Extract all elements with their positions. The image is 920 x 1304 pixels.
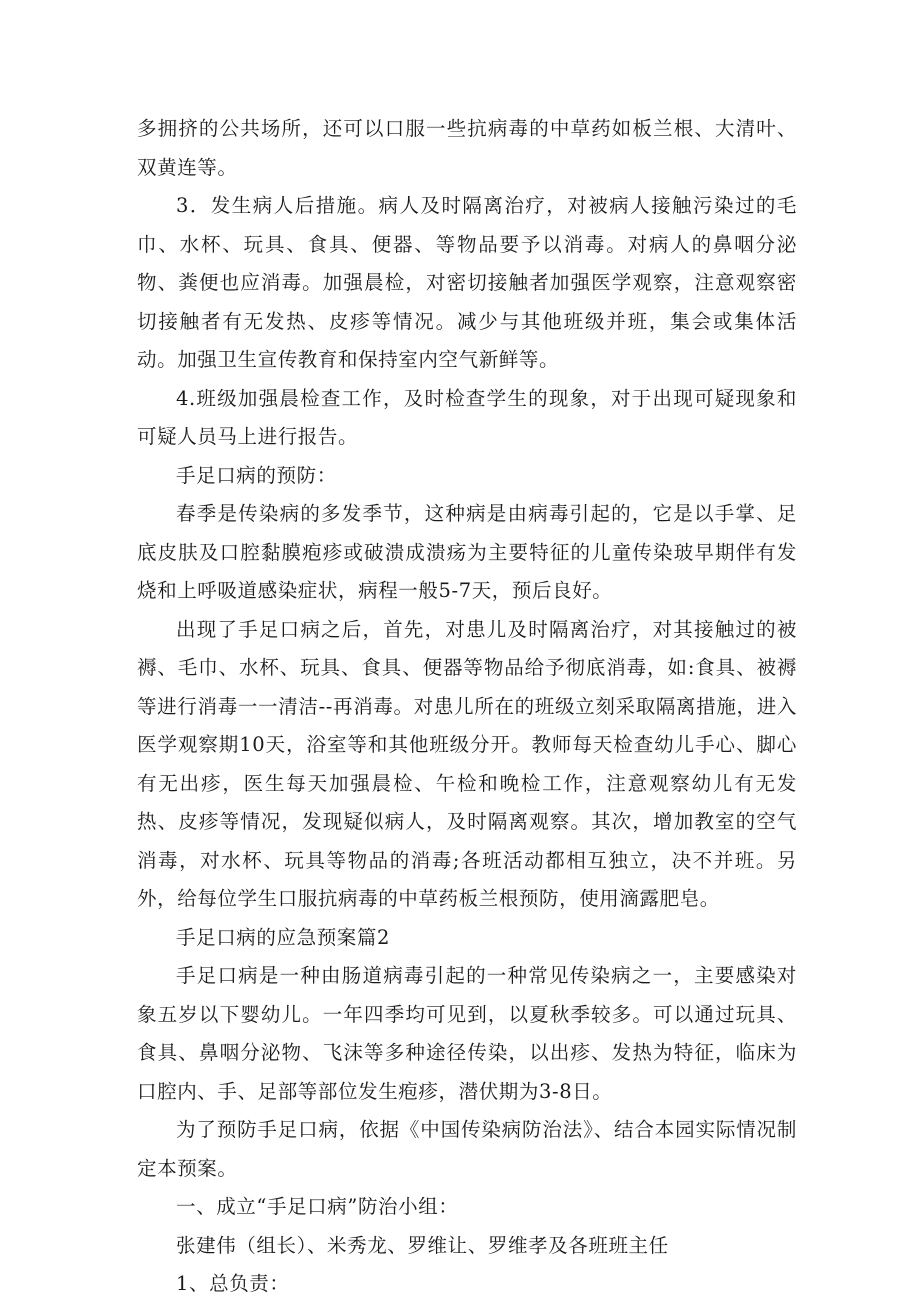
paragraph-disease-intro: 手足口病是一种由肠道病毒引起的一种常见传染病之一，主要感染对象五岁以下婴幼儿。一年四季均可见到，以夏秋季较多。可以通过玩具、食具、鼻咽分泌物、飞沫等多种途径传染，以出疹、发热为特征，临床为口腔内、手、足部等部位发生疱疹，潜伏期为3-8日。 — [137, 964, 797, 1103]
section-heading-prevention: 手足口病的预防： — [176, 463, 337, 487]
paragraph-team-members: 张建伟（组长）、米秀龙、罗维让、罗维孝及各班班主任 — [176, 1233, 669, 1257]
paragraph-after-outbreak: 出现了手足口病之后，首先，对患儿及时隔离治疗，对其接触过的被褥、毛巾、水杯、玩具、食具、便器等物品给予彻底消毒，如:食具、被褥等进行消毒一一清洁--再消毒。对患儿所在的班级立刻采取隔离措施，进入医学观察期10天，浴室等和其他班级分开。教师每天检查幼儿手心、脚心有无出疹，医生每天加强晨检、午检和晚检工作，注意观察幼儿有无发热、皮疹等情况，发现疑似病人，及时隔离观察。其次，增加教室的空气消毒，对水杯、玩具等物品的消毒;各班活动都相互独立，决不并班。另外，给每位学生口服抗病毒的中草药板兰根预防，使用滴露肥皂。 — [137, 617, 797, 910]
document-body — [137, 110, 797, 1304]
paragraph-item-4-class-check: 4.班级加强晨检查工作，及时检查学生的现象，对于出现可疑现象和可疑人员马上进行报告。 — [137, 386, 797, 448]
section-heading-emergency-plan-2: 手足口病的应急预案篇2 — [176, 925, 391, 949]
paragraph-plan-purpose: 为了预防手足口病，依据《中国传染病防治法》、结合本园实际情况制定本预案。 — [137, 1118, 797, 1180]
paragraph-spring-season: 春季是传染病的多发季节，这种病是由病毒引起的，它是以手掌、足底皮肤及口腔黏膜疱疹或破溃成溃疡为主要特征的儿童传染玻早期伴有发烧和上呼吸道感染症状，病程一般5-7天，预后良好。 — [137, 502, 797, 602]
section-heading-team: 一、成立“手足口病”防治小组： — [176, 1195, 459, 1218]
paragraph-item-3-measures: 3．发生病人后措施。病人及时隔离治疗，对被病人接触污染过的毛巾、水杯、玩具、食具、便器、等物品要予以消毒。对病人的鼻咽分泌物、粪便也应消毒。加强晨检，对密切接触者加强医学观察，注意观察密切接触者有无发热、皮疹等情况。减少与其他班级并班，集会或集体活动。加强卫生宣传教育和保持室内空气新鲜等。 — [137, 194, 797, 371]
paragraph-overall-responsibility: 1、总负责： — [176, 1272, 290, 1295]
paragraph-continuation: 多拥挤的公共场所，还可以口服一些抗病毒的中草药如板兰根、大清叶、双黄连等。 — [137, 117, 797, 179]
